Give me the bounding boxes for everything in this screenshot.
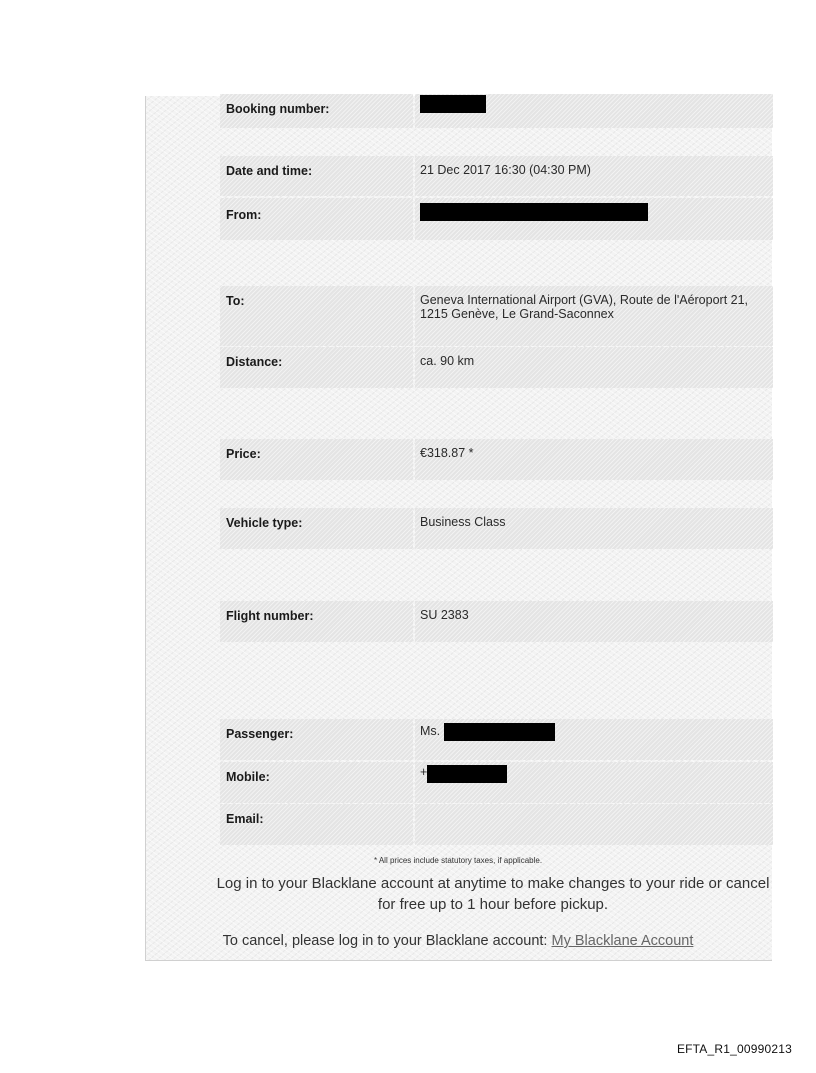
passenger-label: Passenger: xyxy=(220,719,413,760)
price-footnote: * All prices include statutory taxes, if applicable. xyxy=(373,856,543,865)
vehicle-row xyxy=(220,508,773,549)
mobile-prefix: + xyxy=(420,765,428,779)
distance-value: ca. 90 km xyxy=(415,347,773,388)
date-label: Date and time: xyxy=(220,156,413,196)
distance-label: Distance: xyxy=(220,347,413,388)
flight-row xyxy=(220,601,773,642)
my-account-link[interactable]: My Blacklane Account xyxy=(551,933,694,949)
email-label: Email: xyxy=(220,804,413,845)
to-label: To: xyxy=(220,286,413,346)
mobile-row xyxy=(220,762,773,803)
booking-number-row xyxy=(220,94,773,128)
from-row xyxy=(220,198,773,240)
passenger-prefix: Ms. xyxy=(420,724,441,738)
cancel-text: To cancel, please log in to your Blacklane account: xyxy=(222,933,548,949)
to-value: Geneva International Airport (GVA), Route de l'Aéroport 21, 1215 Genève, Le Grand-Saconnex xyxy=(415,286,773,346)
email-row xyxy=(220,804,773,845)
cancel-instructions xyxy=(145,933,771,949)
booking-card xyxy=(145,96,772,961)
vehicle-value: Business Class xyxy=(415,508,773,549)
price-value: €318.87 * xyxy=(415,439,773,480)
account-info-text: Log in to your Blacklane account at anytime to make changes to your ride or cancel for free up to 1 hour before pickup. xyxy=(216,875,770,913)
price-label: Price: xyxy=(220,439,413,480)
booking-number-value xyxy=(415,94,773,128)
vehicle-label: Vehicle type: xyxy=(220,508,413,549)
redaction-block xyxy=(427,765,507,783)
document-id: EFTA_R1_00990213 xyxy=(676,1042,792,1056)
date-row xyxy=(220,156,773,196)
to-row xyxy=(220,286,773,346)
redaction-block xyxy=(420,203,648,221)
passenger-value xyxy=(415,719,773,760)
distance-row xyxy=(220,347,773,388)
flight-label: Flight number: xyxy=(220,601,413,642)
flight-value: SU 2383 xyxy=(415,601,773,642)
email-value xyxy=(415,804,773,845)
redaction-block xyxy=(420,95,486,113)
passenger-row xyxy=(220,719,773,760)
date-value: 21 Dec 2017 16:30 (04:30 PM) xyxy=(415,156,773,196)
redaction-block xyxy=(444,723,555,741)
from-value xyxy=(415,198,773,240)
price-row xyxy=(220,439,773,480)
mobile-value xyxy=(415,762,773,803)
from-label: From: xyxy=(220,198,413,240)
booking-number-label: Booking number: xyxy=(220,94,413,128)
mobile-label: Mobile: xyxy=(220,762,413,803)
